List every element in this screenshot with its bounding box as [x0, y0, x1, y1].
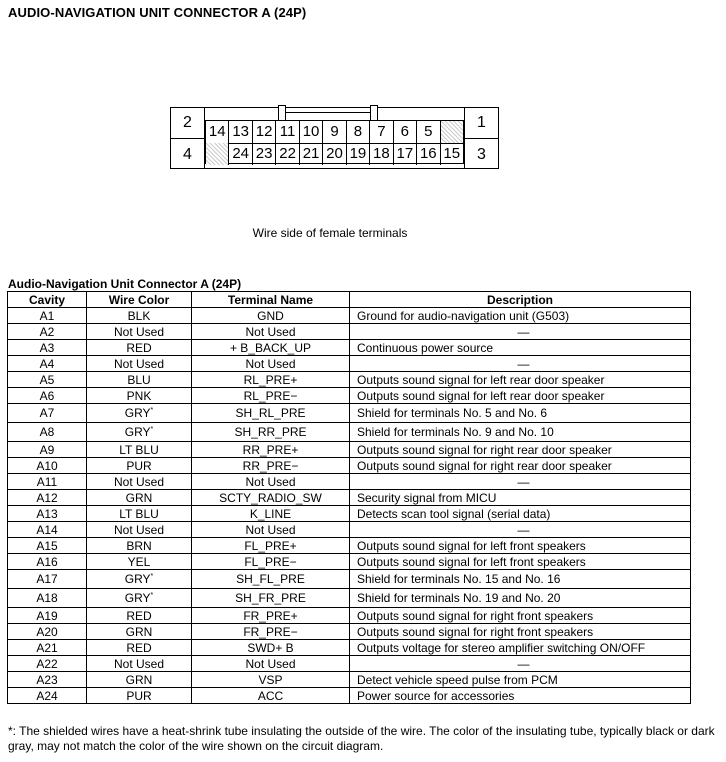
cell-cavity: A10: [8, 458, 87, 474]
cell-description: Security signal from MICU: [350, 490, 691, 506]
cell-wire-color: LT BLU: [87, 506, 192, 522]
wire-color-text: GRY: [124, 425, 151, 439]
cell-description: Continuous power source: [350, 340, 691, 356]
cell-description: Outputs sound signal for left front speakers: [350, 538, 691, 554]
table-row: [8, 324, 691, 340]
cell-terminal-name: RL_PRE+: [192, 372, 350, 388]
cell-cavity: A9: [8, 442, 87, 458]
table-row: [8, 672, 691, 688]
cell-terminal-name: + B_BACK_UP: [192, 340, 350, 356]
cell-wire-color: GRN: [87, 490, 192, 506]
cell-cavity: A5: [8, 372, 87, 388]
pin-cell: 5: [417, 121, 440, 143]
cell-terminal-name: RR_PRE−: [192, 458, 350, 474]
cell-wire-color: PUR: [87, 458, 192, 474]
cell-description: Detects scan tool signal (serial data): [350, 506, 691, 522]
cell-wire-color: [87, 404, 192, 423]
cell-wire-color: [87, 570, 192, 589]
footnote: *: The shielded wires have a heat-shrink tube insulating the outside of the wire. The color of the insulating tube, typically black or dark gray, may not match the color of the wire shown on the circuit diagram.: [8, 724, 715, 753]
cell-cavity: A16: [8, 554, 87, 570]
cell-cavity: A21: [8, 640, 87, 656]
cell-description: —: [350, 474, 691, 490]
pin-cell: 9: [323, 121, 346, 143]
cell-wire-color: RED: [87, 640, 192, 656]
cell-description: Outputs sound signal for right rear door speaker: [350, 442, 691, 458]
cell-cavity: A18: [8, 589, 87, 608]
cell-description: Shield for terminals No. 15 and No. 16: [350, 570, 691, 589]
cell-cavity: A17: [8, 570, 87, 589]
cell-wire-color: RED: [87, 608, 192, 624]
pin-blank: [441, 121, 463, 143]
table-row: [8, 458, 691, 474]
cell-cavity: A13: [8, 506, 87, 522]
table-row: [8, 388, 691, 404]
table-row: [8, 404, 691, 423]
cell-cavity: A8: [8, 423, 87, 442]
cell-terminal-name: SWD+ B: [192, 640, 350, 656]
table-row: [8, 423, 691, 442]
cell-description: Outputs sound signal for left front speakers: [350, 554, 691, 570]
cell-cavity: A19: [8, 608, 87, 624]
cell-wire-color: BLK: [87, 308, 192, 324]
table-row: [8, 372, 691, 388]
cell-cavity: A6: [8, 388, 87, 404]
connector-diagram: [170, 107, 499, 169]
cell-terminal-name: SH_FR_PRE: [192, 589, 350, 608]
cell-wire-color: RED: [87, 340, 192, 356]
cell-description: —: [350, 522, 691, 538]
cell-cavity: A15: [8, 538, 87, 554]
cell-wire-color: Not Used: [87, 474, 192, 490]
table-title: Audio-Navigation Unit Connector A (24P): [8, 277, 242, 291]
cell-terminal-name: SH_RL_PRE: [192, 404, 350, 423]
cell-cavity: A12: [8, 490, 87, 506]
cell-terminal-name: SH_FL_PRE: [192, 570, 350, 589]
table-row: [8, 308, 691, 324]
connector-caption: Wire side of female terminals: [252, 226, 408, 240]
pin-cell: 14: [206, 121, 229, 143]
pin-blank: [206, 143, 229, 165]
pin-cell: 8: [347, 121, 370, 143]
cell-description: —: [350, 324, 691, 340]
cell-wire-color: LT BLU: [87, 442, 192, 458]
cell-description: Outputs sound signal for right front speakers: [350, 608, 691, 624]
cell-terminal-name: Not Used: [192, 522, 350, 538]
header-terminal-name: Terminal Name: [192, 292, 350, 308]
cell-wire-color: BRN: [87, 538, 192, 554]
wire-color-text: GRY: [124, 572, 151, 586]
pin-cell: 11: [276, 121, 299, 143]
pin-cell: 12: [253, 121, 276, 143]
cell-wire-color: GRN: [87, 624, 192, 640]
cell-description: —: [350, 656, 691, 672]
table-row: [8, 608, 691, 624]
wire-color-text: GRY: [124, 591, 151, 605]
cell-description: Shield for terminals No. 5 and No. 6: [350, 404, 691, 423]
pin-cell: 6: [394, 121, 417, 143]
cell-cavity: A14: [8, 522, 87, 538]
cell-wire-color: PNK: [87, 388, 192, 404]
cell-wire-color: Not Used: [87, 522, 192, 538]
cell-terminal-name: GND: [192, 308, 350, 324]
cell-cavity: A7: [8, 404, 87, 423]
cell-terminal-name: Not Used: [192, 474, 350, 490]
cell-description: Power source for accessories: [350, 688, 691, 704]
cell-cavity: A22: [8, 656, 87, 672]
cell-wire-color: YEL: [87, 554, 192, 570]
pin-cell: 19: [347, 143, 370, 165]
cell-terminal-name: FR_PRE−: [192, 624, 350, 640]
header-wire-color: Wire Color: [87, 292, 192, 308]
cell-wire-color: BLU: [87, 372, 192, 388]
cell-terminal-name: ACC: [192, 688, 350, 704]
pin-label: 3: [477, 146, 486, 163]
table-row: [8, 624, 691, 640]
cell-wire-color: GRN: [87, 672, 192, 688]
pin-cell: 20: [323, 143, 346, 165]
table-row: [8, 554, 691, 570]
table-row: [8, 640, 691, 656]
cell-cavity: A3: [8, 340, 87, 356]
cell-description: Outputs sound signal for right rear door speaker: [350, 458, 691, 474]
cell-wire-color: Not Used: [87, 656, 192, 672]
cell-cavity: A2: [8, 324, 87, 340]
cell-cavity: A4: [8, 356, 87, 372]
footnote-mark: *: [150, 592, 154, 599]
pin-cell: 10: [300, 121, 323, 143]
cell-cavity: A11: [8, 474, 87, 490]
cell-terminal-name: SCTY_RADIO_SW: [192, 490, 350, 506]
table-row: [8, 506, 691, 522]
table-row: [8, 442, 691, 458]
pin-label: 2: [183, 114, 192, 131]
table-row: [8, 340, 691, 356]
pin-cell: 22: [276, 143, 299, 165]
pinout-table: [7, 291, 691, 704]
table-row: [8, 474, 691, 490]
connector-latch-bar: [285, 112, 370, 113]
pin-cell: 24: [229, 143, 252, 165]
cell-terminal-name: SH_RR_PRE: [192, 423, 350, 442]
cell-description: Outputs sound signal for left rear door speaker: [350, 372, 691, 388]
connector-pin-grid: [205, 120, 464, 164]
cell-description: Outputs sound signal for right front speakers: [350, 624, 691, 640]
connector-left-block: [171, 108, 205, 168]
cell-description: Outputs voltage for stereo amplifier switching ON/OFF: [350, 640, 691, 656]
connector-right-block: [464, 108, 498, 168]
cell-terminal-name: K_LINE: [192, 506, 350, 522]
table-row: [8, 490, 691, 506]
cell-terminal-name: Not Used: [192, 356, 350, 372]
pin-cell: 17: [394, 143, 417, 165]
cell-wire-color: PUR: [87, 688, 192, 704]
cell-wire-color: Not Used: [87, 356, 192, 372]
pin-label: 1: [477, 114, 486, 131]
header-cavity: Cavity: [8, 292, 87, 308]
pin-cell: 15: [443, 145, 461, 162]
cell-cavity: A1: [8, 308, 87, 324]
wire-color-text: GRY: [124, 406, 151, 420]
table-row: [8, 688, 691, 704]
cell-wire-color: [87, 423, 192, 442]
cell-terminal-name: RL_PRE−: [192, 388, 350, 404]
cell-wire-color: Not Used: [87, 324, 192, 340]
pin-cell: 16: [417, 143, 440, 165]
cell-terminal-name: FL_PRE+: [192, 538, 350, 554]
pin-label: 4: [183, 146, 192, 163]
footnote-mark: *: [150, 407, 154, 414]
cell-terminal-name: FR_PRE+: [192, 608, 350, 624]
connector-latch-right: [370, 105, 378, 120]
pin-cell: 13: [229, 121, 252, 143]
table-row: [8, 522, 691, 538]
pin-cell: 18: [370, 143, 393, 165]
pin-row-top: [206, 121, 463, 144]
table-row: [8, 570, 691, 589]
cell-description: Ground for audio-navigation unit (G503): [350, 308, 691, 324]
table-body: [8, 308, 691, 704]
cell-description: Detect vehicle speed pulse from PCM: [350, 672, 691, 688]
pin-cell: 7: [370, 121, 393, 143]
table-row: [8, 589, 691, 608]
cell-cavity: A24: [8, 688, 87, 704]
table-row: [8, 656, 691, 672]
cell-description: —: [350, 356, 691, 372]
table-row: [8, 356, 691, 372]
cell-terminal-name: VSP: [192, 672, 350, 688]
pin-cell: 21: [300, 143, 323, 165]
table-header-row: [8, 292, 691, 308]
table-row: [8, 538, 691, 554]
header-description: Description: [350, 292, 691, 308]
cell-description: Outputs sound signal for left rear door speaker: [350, 388, 691, 404]
cell-description: Shield for terminals No. 19 and No. 20: [350, 589, 691, 608]
cell-wire-color: [87, 589, 192, 608]
footnote-mark: *: [150, 426, 154, 433]
cell-description: Shield for terminals No. 9 and No. 10: [350, 423, 691, 442]
cell-cavity: A20: [8, 624, 87, 640]
cell-terminal-name: RR_PRE+: [192, 442, 350, 458]
cell-terminal-name: Not Used: [192, 656, 350, 672]
cell-terminal-name: FL_PRE−: [192, 554, 350, 570]
footnote-mark: *: [150, 573, 154, 580]
cell-terminal-name: Not Used: [192, 324, 350, 340]
pin-row-bottom: [206, 143, 463, 165]
document-title: AUDIO-NAVIGATION UNIT CONNECTOR A (24P): [8, 5, 307, 20]
pin-cell: 23: [253, 143, 276, 165]
cell-cavity: A23: [8, 672, 87, 688]
